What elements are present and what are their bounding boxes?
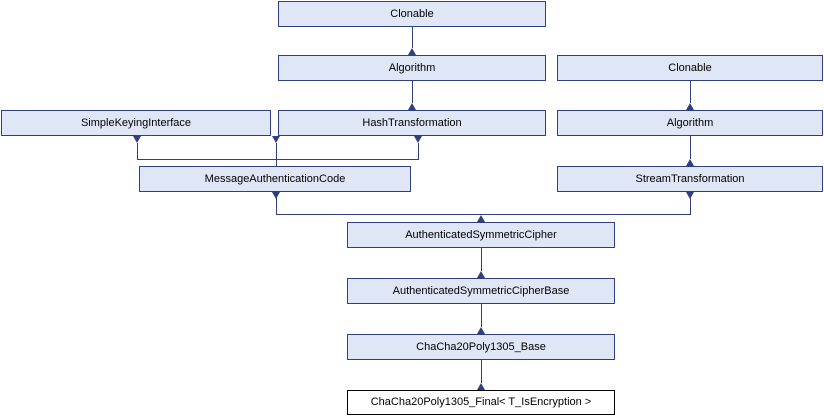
class-node-algorithm-right[interactable]	[557, 110, 823, 136]
edge-authsym-to-authsymbase	[481, 248, 482, 271]
edge-hashtransformation-riser-left	[276, 143, 277, 160]
class-node-label: AuthenticatedSymmetricCipher	[405, 228, 557, 241]
edge-mac-down-left	[276, 159, 277, 166]
edge-algorithm-right-to-streamtransformation	[690, 136, 691, 159]
class-node-label: Algorithm	[666, 116, 714, 129]
edge-algorithm-mid-to-hashtransformation	[412, 81, 413, 103]
class-node-authenticatedsymmetriccipherbase[interactable]	[347, 278, 615, 304]
arrowhead-streamtransformation-up	[686, 192, 694, 199]
class-node-messageauthenticationcode[interactable]	[139, 166, 411, 192]
edge-hashtransformation-riser-right	[418, 143, 419, 160]
arrowhead-streamtransformation	[686, 159, 694, 166]
class-node-label: ChaCha20Poly1305_Final< T_IsEncryption >	[370, 396, 592, 408]
class-node-hashtransformation[interactable]	[278, 110, 546, 136]
class-node-label: SimpleKeyingInterface	[80, 116, 192, 129]
class-node-label: Clonable	[668, 61, 712, 74]
edge-mac-bus	[137, 159, 419, 160]
arrowhead-chachabase	[477, 327, 485, 334]
arrowhead-hashtransformation-right	[414, 136, 422, 143]
arrowhead-mac	[272, 192, 280, 199]
edge-chachabase-to-chachafinal	[481, 360, 482, 383]
class-node-chacha20poly1305-base[interactable]	[347, 334, 615, 360]
class-node-clonable-right[interactable]	[557, 55, 823, 81]
arrowhead-algorithm-mid	[408, 48, 416, 55]
arrowhead-authsymbase	[477, 271, 485, 278]
class-node-algorithm-mid[interactable]	[278, 55, 546, 81]
edge-simplekeying-riser	[137, 143, 138, 160]
arrowhead-hashtransformation	[408, 103, 416, 110]
arrowhead-authsym	[477, 215, 485, 222]
class-node-label: MessageAuthenticationCode	[204, 172, 346, 185]
class-node-streamtransformation[interactable]	[557, 166, 823, 192]
class-node-label: AuthenticatedSymmetricCipherBase	[392, 284, 570, 297]
arrowhead-algorithm-right	[686, 103, 694, 110]
edge-authsymbase-to-chachabase	[481, 304, 482, 327]
class-node-label: StreamTransformation	[635, 172, 745, 185]
class-node-label: HashTransformation	[362, 116, 462, 129]
arrowhead-chachafinal	[477, 383, 485, 390]
class-node-simplekeyinginterface[interactable]	[1, 110, 271, 136]
arrowhead-simplekeyinginterface	[133, 136, 141, 143]
class-node-label: Algorithm	[388, 61, 436, 74]
class-node-clonable-top[interactable]	[278, 1, 546, 27]
class-node-label: ChaCha20Poly1305_Base	[416, 340, 546, 353]
class-node-authenticatedsymmetriccipher[interactable]	[347, 222, 615, 248]
class-node-chacha20poly1305-final[interactable]	[347, 390, 615, 415]
edge-clonable-right-to-algorithm-right	[690, 81, 691, 103]
class-node-label: Clonable	[390, 7, 434, 20]
arrowhead-hashtransformation-left	[272, 136, 280, 143]
edge-clonable-top-to-algorithm-mid	[412, 27, 413, 48]
